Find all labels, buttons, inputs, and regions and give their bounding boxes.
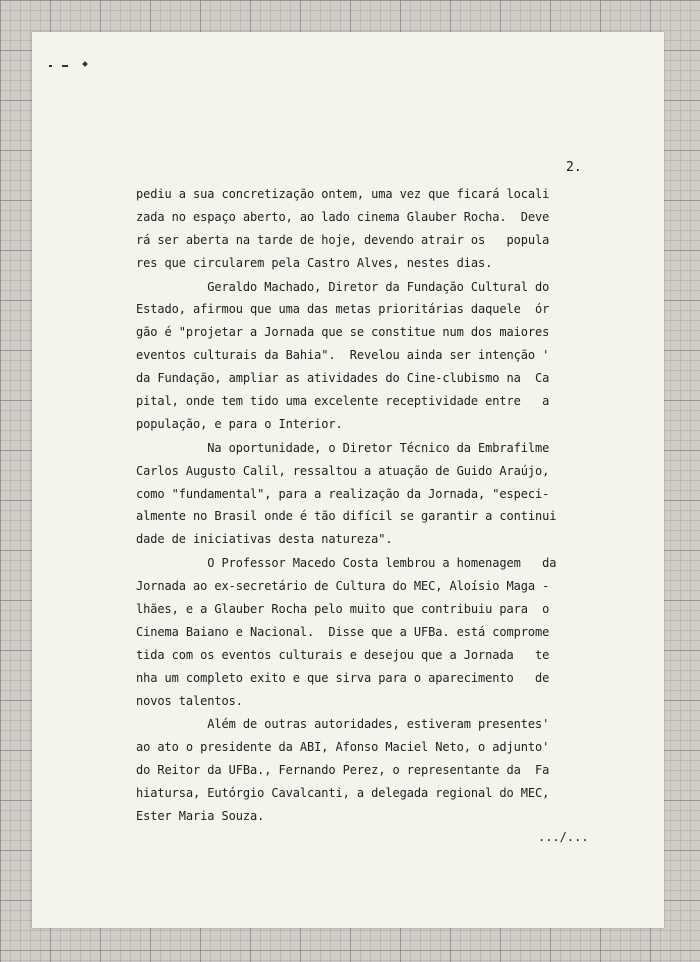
text-line: pediu a sua concretização ontem, uma vez que ficará locali [136, 187, 550, 201]
text-line: Estado, afirmou que uma das metas prioritárias daquele ór [136, 302, 550, 316]
text-line: Geraldo Machado, Diretor da Fundação Cultural do [136, 280, 550, 294]
text-line: Além de outras autoridades, estiveram presentes' [136, 717, 550, 731]
text-line: almente no Brasil onde é tão difícil se garantir a continui [136, 509, 557, 523]
text-line: hiatursa, Eutórgio Cavalcanti, a delegada regional do MEC, [136, 786, 550, 800]
text-line: Na oportunidade, o Diretor Técnico da Embrafilme [136, 441, 550, 455]
ink-mark [62, 65, 68, 67]
text-line: zada no espaço aberto, ao lado cinema Glauber Rocha. Deve [136, 210, 550, 224]
text-line: da Fundação, ampliar as atividades do Cine-clubismo na Ca [136, 371, 550, 385]
text-line: novos talentos. [136, 694, 243, 708]
text-line: ao ato o presidente da ABI, Afonso Maciel Neto, o adjunto' [136, 740, 550, 754]
text-line: res que circularem pela Castro Alves, nestes dias. [136, 256, 493, 270]
text-line: lhães, e a Glauber Rocha pelo muito que contribuiu para o [136, 602, 550, 616]
text-line: tida com os eventos culturais e desejou que a Jornada te [136, 648, 550, 662]
page-number: 2. [566, 160, 582, 175]
text-line: população, e para o Interior. [136, 417, 343, 431]
text-line: eventos culturais da Bahia". Revelou ainda ser intenção ' [136, 348, 550, 362]
continuation-mark: .../... [538, 830, 589, 844]
text-line: pital, onde tem tido uma excelente receptividade entre a [136, 394, 550, 408]
text-line: do Reitor da UFBa., Fernando Perez, o representante da Fa [136, 763, 550, 777]
text-line: Cinema Baiano e Nacional. Disse que a UFBa. está comprome [136, 625, 550, 639]
text-line: como "fundamental", para a realização da Jornada, "especi- [136, 487, 550, 501]
ink-mark [49, 65, 52, 67]
text-line: O Professor Macedo Costa lembrou a homenagem da [136, 556, 557, 570]
ink-mark [82, 61, 88, 67]
text-line: nha um completo exito e que sirva para o aparecimento de [136, 671, 550, 685]
text-line: dade de iniciativas desta natureza". [136, 532, 393, 546]
text-line: Ester Maria Souza. [136, 809, 265, 823]
text-line: rá ser aberta na tarde de hoje, devendo atrair os popula [136, 233, 550, 247]
text-line: Jornada ao ex-secretário de Cultura do MEC, Aloísio Maga - [136, 579, 550, 593]
text-line: gão é "projetar a Jornada que se constitue num dos maiores [136, 325, 550, 339]
text-line: Carlos Augusto Calil, ressaltou a atuação de Guido Araújo, [136, 464, 550, 478]
document-page [32, 32, 664, 928]
